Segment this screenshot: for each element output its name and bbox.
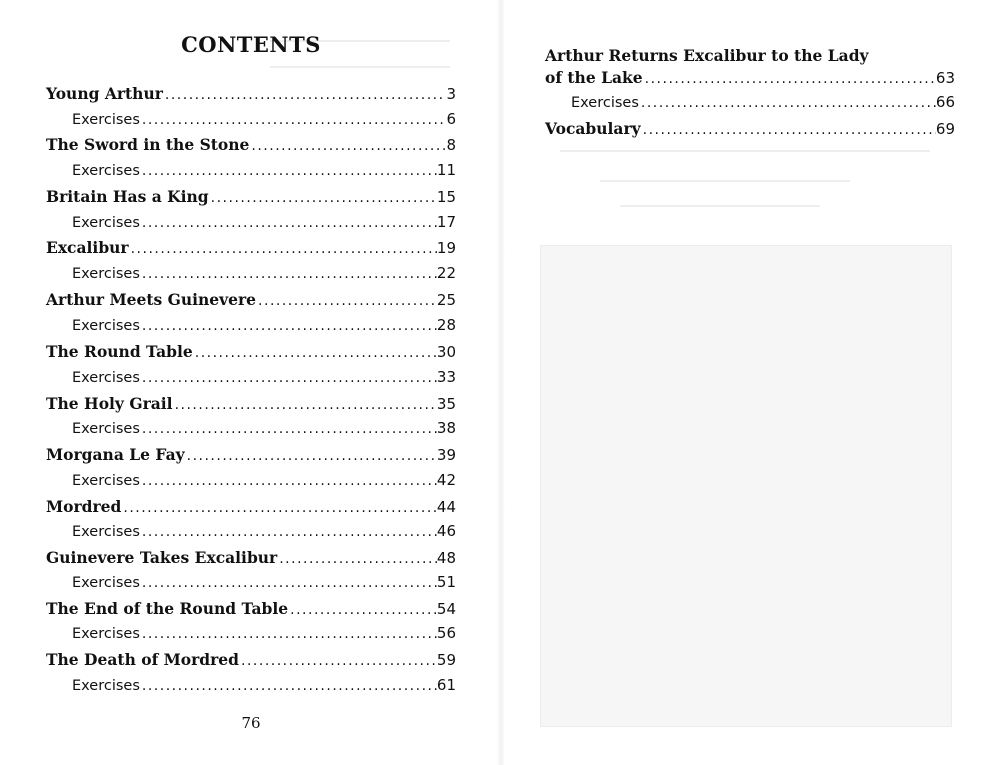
- page-title: CONTENTS: [181, 32, 321, 57]
- toc-entry-title: Exercises: [72, 626, 140, 642]
- toc-entry-exercises: [46, 365, 456, 389]
- toc-page-number: 30: [436, 343, 456, 361]
- toc-entry-title: Exercises: [72, 473, 140, 489]
- toc-page-number: 3: [446, 85, 456, 103]
- toc-entry-title: Mordred: [46, 497, 122, 516]
- toc-page-number: 38: [436, 419, 456, 437]
- toc-entry-title: Exercises: [72, 370, 140, 386]
- toc-page-number: 69: [935, 120, 955, 138]
- toc-entry-title: Vocabulary: [545, 119, 641, 138]
- toc-page-number: 51: [436, 573, 456, 591]
- toc-entry-chapter: [46, 443, 456, 467]
- toc-entry-title-line1: Arthur Returns Excalibur to the Lady: [545, 46, 869, 65]
- toc-entry-vocabulary: [545, 117, 955, 141]
- toc-entry-exercises: [46, 261, 456, 285]
- toc-entry-exercises: [46, 519, 456, 543]
- toc-entry-chapter: [46, 185, 456, 209]
- toc-entry-title: Arthur Meets Guinevere: [46, 290, 257, 309]
- toc-page-number: 17: [436, 213, 456, 231]
- toc-entry-chapter: [46, 288, 456, 312]
- dot-leader: [140, 159, 437, 183]
- toc-page-number: 33: [436, 368, 456, 386]
- toc-page-number: 11: [436, 161, 456, 179]
- toc-page-number: 54: [436, 600, 456, 618]
- toc-page-number: 35: [436, 395, 456, 413]
- toc-entry-title: Exercises: [72, 421, 140, 437]
- toc-page-number: 56: [436, 624, 456, 642]
- dot-leader: [140, 622, 437, 646]
- dot-leader: [209, 186, 437, 210]
- toc-page-number: 42: [436, 471, 456, 489]
- toc-page-number: 48: [436, 549, 456, 567]
- toc-page-number: 15: [436, 188, 456, 206]
- toc-entry-exercises: [46, 416, 456, 440]
- dot-leader: [121, 496, 437, 520]
- page-number-footer: 76: [241, 714, 261, 732]
- toc-page-number: 6: [446, 110, 456, 128]
- toc-entry-chapter: [46, 340, 456, 364]
- toc-entry-exercises: [46, 570, 456, 594]
- toc-page-number: 59: [436, 651, 456, 669]
- toc-entry-exercises: [46, 158, 456, 182]
- toc-entry-chapter: [46, 82, 456, 106]
- toc-page-number: 25: [436, 291, 456, 309]
- toc-page-number: 39: [436, 446, 456, 464]
- toc-entry-title: Exercises: [72, 112, 140, 128]
- book-gutter: [497, 0, 505, 765]
- toc-entry-exercises: [46, 468, 456, 492]
- toc-entry-exercises: [545, 90, 955, 114]
- dot-leader: [140, 211, 437, 235]
- toc-entry-title: The End of the Round Table: [46, 599, 289, 618]
- dot-leader: [641, 118, 936, 142]
- show-through-image: [540, 245, 952, 727]
- toc-entry-chapter: [46, 392, 456, 416]
- toc-entry-title: Excalibur: [46, 238, 129, 257]
- toc-entry-exercises: [46, 621, 456, 645]
- toc-entry-title: The Holy Grail: [46, 394, 173, 413]
- toc-entry-title: Exercises: [72, 575, 140, 591]
- show-through-line: [270, 66, 450, 68]
- toc-entry-title: Exercises: [72, 678, 140, 694]
- toc-entry-title: Exercises: [72, 266, 140, 282]
- dot-leader: [140, 314, 437, 338]
- dot-leader: [239, 649, 437, 673]
- toc-entry-chapter: [46, 597, 456, 621]
- toc-entry-title-line2: of the Lake: [545, 68, 643, 87]
- dot-leader: [277, 547, 437, 571]
- toc-entry-chapter: [46, 546, 456, 570]
- toc-entry-exercises: [46, 673, 456, 697]
- toc-entry-exercises: [46, 210, 456, 234]
- dot-leader: [140, 520, 437, 544]
- toc-page-number: 44: [436, 498, 456, 516]
- dot-leader: [140, 674, 437, 698]
- toc-entry-title: Morgana Le Fay: [46, 445, 185, 464]
- toc-page-number: 46: [436, 522, 456, 540]
- toc-entry-title: Britain Has a King: [46, 187, 209, 206]
- toc-entry-title: Exercises: [72, 163, 140, 179]
- dot-leader: [140, 366, 437, 390]
- toc-entry-title: Young Arthur: [46, 84, 163, 103]
- toc-entry-chapter: [46, 648, 456, 672]
- toc-entry-title: Guinevere Takes Excalibur: [46, 548, 278, 567]
- toc-page-number: 19: [436, 239, 456, 257]
- dot-leader: [129, 237, 437, 261]
- toc-page-number: 28: [436, 316, 456, 334]
- dot-leader: [140, 108, 447, 132]
- toc-entry-title: Exercises: [72, 524, 140, 540]
- dot-leader: [185, 444, 437, 468]
- dot-leader: [140, 469, 437, 493]
- toc-entry-title: Exercises: [571, 95, 639, 111]
- dot-leader: [256, 289, 437, 313]
- show-through-line: [620, 205, 820, 207]
- dot-leader: [639, 91, 936, 115]
- toc-entry-chapter: [46, 236, 456, 260]
- toc-entry-chapter: [545, 66, 955, 90]
- dot-leader: [193, 341, 437, 365]
- dot-leader: [288, 598, 437, 622]
- dot-leader: [140, 262, 437, 286]
- toc-entry-exercises: [46, 313, 456, 337]
- toc-entry-title: Exercises: [72, 215, 140, 231]
- toc-page-number: 8: [446, 136, 456, 154]
- toc-entry-chapter: [46, 495, 456, 519]
- dot-leader: [163, 83, 447, 107]
- toc-entry-exercises: [46, 107, 456, 131]
- toc-entry-title: Exercises: [72, 318, 140, 334]
- show-through-line: [600, 180, 850, 182]
- dot-leader: [249, 134, 446, 158]
- toc-entry-title: The Death of Mordred: [46, 650, 240, 669]
- toc-entry-chapter: [46, 133, 456, 157]
- dot-leader: [643, 67, 936, 91]
- dot-leader: [140, 571, 437, 595]
- toc-entry-title: The Sword in the Stone: [46, 135, 250, 154]
- toc-entry-title: The Round Table: [46, 342, 193, 361]
- dot-leader: [140, 417, 437, 441]
- toc-page-number: 63: [935, 69, 955, 87]
- toc-page-number: 22: [436, 264, 456, 282]
- show-through-line: [560, 150, 930, 152]
- toc-page-number: 66: [935, 93, 955, 111]
- toc-page-number: 61: [436, 676, 456, 694]
- dot-leader: [173, 393, 437, 417]
